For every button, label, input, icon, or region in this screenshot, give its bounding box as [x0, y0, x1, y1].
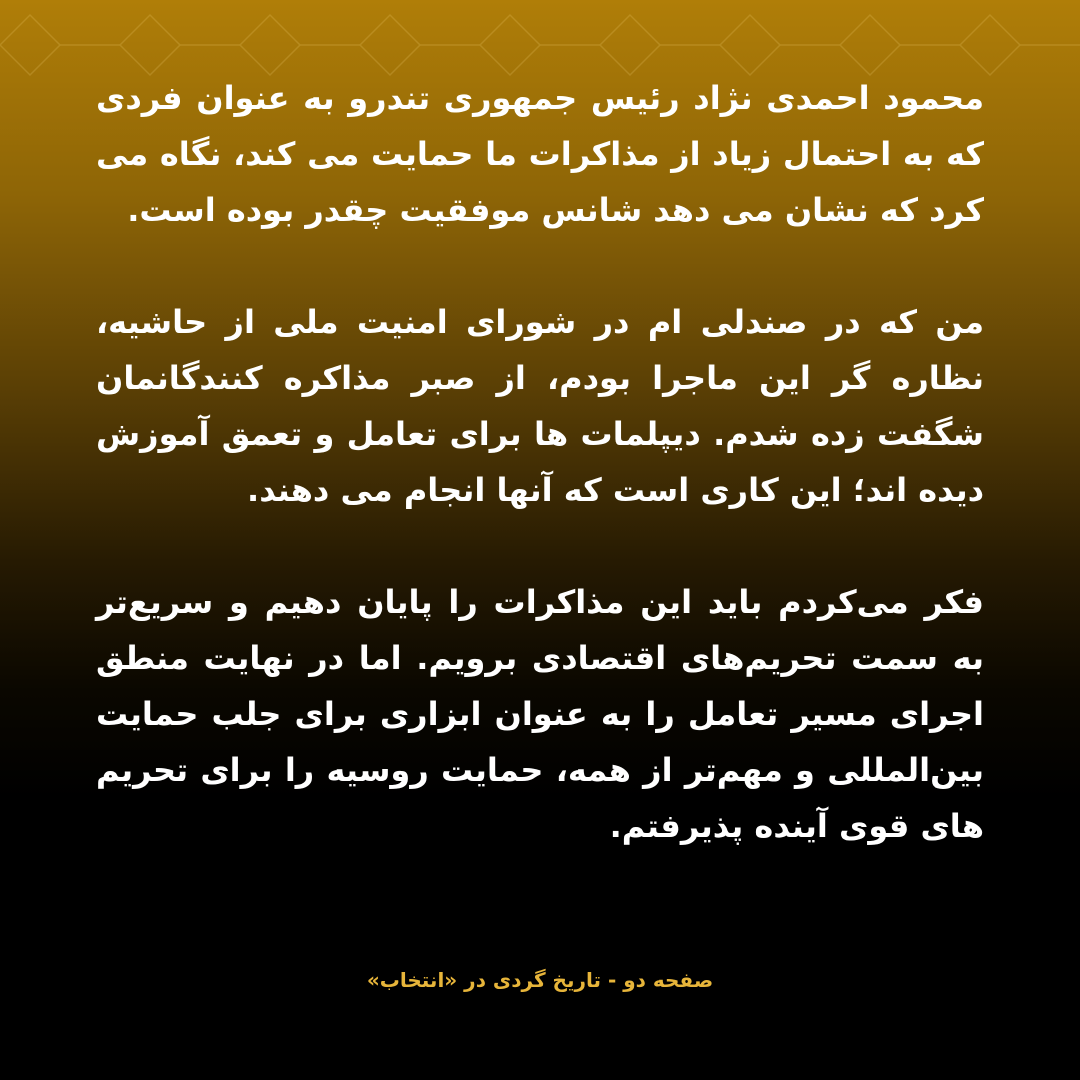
article-body: [96, 70, 984, 910]
page-footer-caption: صفحه دو - تاریخ گردی در «انتخاب»: [366, 968, 714, 992]
paragraph-1: محمود احمدی نژاد رئیس جمهوری تندرو به عنوان فردی که به احتمال زیاد از مذاکرات ما حمایت می کند، نگاه می کرد که نشان می دهد شانس موفقیت چقدر بوده است.: [96, 79, 984, 229]
paragraph-2: من که در صندلی ام در شورای امنیت ملی از حاشیه، نظاره گر این ماجرا بودم، از صبر مذاکره کنندگانمان شگفت زده شدم. دیپلمات ها برای تعامل و تعمق آموزش دیده اند؛ این کاری است که آنها انجام می دهند.: [96, 303, 984, 509]
paragraph-3: فکر می‌کردم باید این مذاکرات را پایان دهیم و سریع‌تر به سمت تحریم‌های اقتصادی برویم. اما در نهایت منطق اجرای مسیر تعامل را به عنوان ابزاری برای جلب حمایت بین‌المللی و مهم‌تر از همه، حمایت روسیه را برای تحریم های قوی آینده پذیرفتم.: [96, 583, 984, 845]
